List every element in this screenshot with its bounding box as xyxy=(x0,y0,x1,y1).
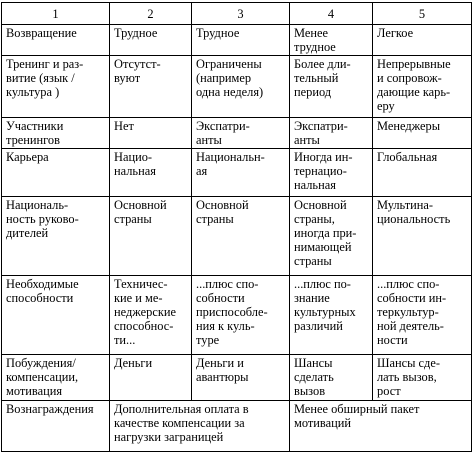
row-label: Необходимые способности xyxy=(2,275,110,354)
header-cell: 1 xyxy=(2,3,110,25)
header-cell: 2 xyxy=(110,3,192,25)
merged-cell: Дополнительная оплата в качестве компенсации за нагрузки заграницей xyxy=(110,401,290,452)
row-label: Участники тренингов xyxy=(2,118,110,148)
row-label: Националь- ность руково- дителей xyxy=(2,197,110,276)
table-cell: Ограничены (например одна неделя) xyxy=(192,55,290,118)
table-cell: Экспатри- анты xyxy=(290,118,373,148)
table-cell: Легкое xyxy=(373,25,472,55)
table-cell: Более дли- тельный период xyxy=(290,55,373,118)
table-cell: Основной страны xyxy=(192,197,290,276)
table-cell: Деньги и авантюры xyxy=(192,354,290,401)
table-cell: Нациo- нальная xyxy=(110,148,192,197)
table-row xyxy=(2,148,472,197)
table-cell: Иногда ин- тернацио- нальная xyxy=(290,148,373,197)
table-cell: Отсутст- вуют xyxy=(110,55,192,118)
comparison-table xyxy=(1,2,472,452)
table-row xyxy=(2,354,472,401)
table-row xyxy=(2,275,472,354)
table-cell: Глобальная xyxy=(373,148,472,197)
row-label: Вознаграждения xyxy=(2,401,110,452)
table-cell: Трудное xyxy=(192,25,290,55)
table-row xyxy=(2,25,472,55)
table-cell: Национальн- ая xyxy=(192,148,290,197)
table-cell: Трудное xyxy=(110,25,192,55)
table-cell: Менее трудное xyxy=(290,25,373,55)
table-row xyxy=(2,401,472,452)
table-cell: Деньги xyxy=(110,354,192,401)
table-cell: Основной страны, иногда при- нимающей страны xyxy=(290,197,373,276)
row-label: Тренинг и раз- витие (язык / культура ) xyxy=(2,55,110,118)
table-row xyxy=(2,55,472,118)
row-label: Побуждения/ компенсации, мотивация xyxy=(2,354,110,401)
table-cell: ...плюс спо- собности ин- теркультур- ной деятель- ности xyxy=(373,275,472,354)
row-label: Возвращение xyxy=(2,25,110,55)
table-cell: Основной страны xyxy=(110,197,192,276)
table-cell: ...плюс по- знание культурных различий xyxy=(290,275,373,354)
row-label: Карьера xyxy=(2,148,110,197)
table-row xyxy=(2,197,472,276)
header-cell: 3 xyxy=(192,3,290,25)
table-cell: Непрерывные и сопровож- дающие карь- еру xyxy=(373,55,472,118)
table-cell: Шансы сделать вызов xyxy=(290,354,373,401)
table-cell: Нет xyxy=(110,118,192,148)
header-cell: 4 xyxy=(290,3,373,25)
table-cell: Менеджеры xyxy=(373,118,472,148)
table-cell: Экспатри- анты xyxy=(192,118,290,148)
table-row xyxy=(2,118,472,148)
merged-cell: Менее обширный пакет мотиваций xyxy=(290,401,472,452)
table-cell: Шансы сде- лать вызов, рост xyxy=(373,354,472,401)
table-cell: Техничес- кие и ме- неджерские способнос- ти... xyxy=(110,275,192,354)
header-cell: 5 xyxy=(373,3,472,25)
header-row xyxy=(2,3,472,25)
table-cell: Мультина- циональность xyxy=(373,197,472,276)
table-cell: ...плюс спо- собности приспособле- ния к куль- туре xyxy=(192,275,290,354)
